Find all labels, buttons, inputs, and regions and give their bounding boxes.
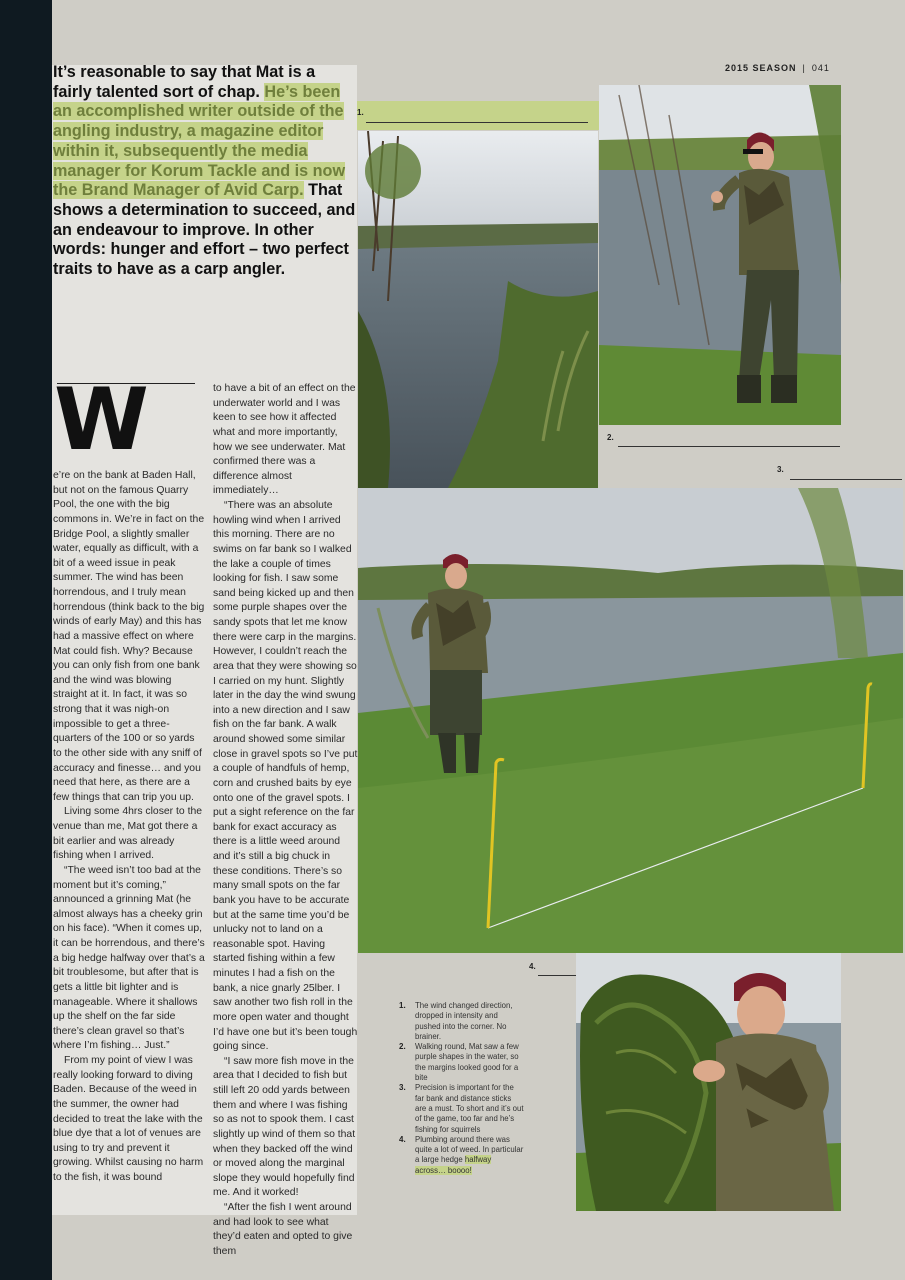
photo-rule-2: [618, 446, 840, 447]
page-spine: [0, 0, 52, 1280]
body-paragraph: “I saw more fish move in the area that I decided to fish but still left 20 odd yards between them and where I was fishing so as not to spook them. I cast slightly up wind of them so that when they backed off the wind or moved along the marginal slope they would hopefully find me. And it worked!: [213, 1055, 356, 1199]
caption-number: 4.: [399, 1134, 406, 1144]
caption-text: Walking round, Mat saw a few purple shapes in the water, so the margins looked good for a bite: [415, 1042, 519, 1083]
caption-number: 3.: [399, 1083, 406, 1093]
photo-rule-3: [790, 479, 902, 480]
body-paragraph: From my point of view I was really looking forward to diving Baden. Because of the weed in the summer, the owner had decided to treat the lake with the blue dye that a lot of venues are using to try and prevent it growing. Whilst causing no harm to the fish, it was bound: [53, 1055, 204, 1183]
caption-text: Precision is important for the far bank and distance sticks are a must. To short and it’s out of the game, too far and he’s fishing for squirrels: [415, 1083, 524, 1134]
page-folio: [725, 63, 830, 73]
photo-rule-4: [538, 975, 576, 976]
standfirst-part1: It’s reasonable to say that Mat is a fairly talented sort of chap.: [53, 63, 316, 101]
photo-distance-sticks: [358, 488, 903, 953]
body-paragraph: “There was an absolute howling wind when I arrived this morning. There are no swims on far bank so I walked the lake a couple of times looking for fish. I saw some sand being kicked up and then some purple shapes over the sandy spots that let me know there were carp in the margins. However, I couldn’t reach the area that they were showing so I carried on my hunt. Slightly later in the day the wind swung into a new direction and I saw fish on the far bank. A walk around showed some similar close in gravel spots so I’ve put a couple of handfuls of hemp, corn and crushed baits by eye onto one of the gravel spots. I put a sight reference on the far bank for exact accuracy as there is a little weed around and it’s still a big chuck in these conditions. There’s so many small spots on the far bank you have to be accurate but at the same time you’d be unlucky not to land on a reasonable spot. Having started fishing within a few minutes I had a fish on the bank, a nice gnarly 25lber. I saw another two fish roll in the more open water and thought I’d have one but it’s been tough going since.: [213, 500, 358, 1053]
caption-number: 1.: [399, 1001, 406, 1010]
photo-mat-with-weed: [576, 953, 841, 1211]
photo-label-1: 1.: [357, 108, 364, 117]
body-paragraph: Living some 4hrs closer to the venue than me, Mat got there a bit earlier and was already fishing when I arrived.: [53, 806, 203, 862]
folio-season: 2015 SEASON: [725, 63, 797, 73]
body-paragraph: to have a bit of an effect on the underwater world and I was keen to see how it affected what and more importantly, how we see underwater. Mat confirmed there was a difference almost immediately…: [213, 383, 356, 497]
caption-number: 2.: [399, 1042, 406, 1052]
caption-text: Plumbing around there was quite a lot of weed. In particular a large hedge: [415, 1134, 524, 1165]
standfirst: [53, 63, 358, 280]
photo-label-4: 4.: [529, 962, 536, 971]
photo-label-3: 3.: [777, 465, 784, 474]
body-paragraph: “The weed isn’t too bad at the moment but it’s coming,” announced a grinning Mat (he almost always has a cheeky grin on his face). “When it comes up, it can be horrendous, and there’s a big hedge halfway over that’s a bit troublesome, but after that is gets a little bit lighter and is manageable. Where it shallows up the shelf on the far side there’s clean gravel so that’s where I’m fishing… Just.”: [53, 864, 205, 1052]
body-paragraph: “After the fish I went around and had look to see what they’d eaten and opted to give them: [213, 1202, 353, 1257]
highlight-bar: [357, 101, 599, 130]
photo-lake-corner: [358, 131, 598, 488]
caption-1: [399, 1001, 524, 1042]
caption-text-highlight: halfway across… boooo!: [415, 1155, 492, 1175]
caption-text: The wind changed direction, dropped in intensity and pushed into the corner. No brainer.: [415, 1001, 513, 1041]
body-column-1: [53, 469, 206, 1186]
caption-3: [399, 1083, 524, 1134]
photo-captions: [399, 1001, 524, 1176]
folio-separator: |: [802, 63, 806, 73]
photo-mat-thumbs-up: [599, 85, 841, 425]
body-column-2: [213, 382, 358, 1260]
caption-2: [399, 1042, 524, 1083]
caption-4: [399, 1135, 524, 1176]
standfirst-part2: That shows a determination to succeed, and an endeavour to improve. In other words: hunger and effort – two perfect traits to have as a carp angler.: [53, 181, 356, 279]
photo-label-2: 2.: [607, 433, 614, 442]
drop-cap: W: [54, 370, 143, 470]
photo-rule-1: [366, 122, 588, 123]
body-paragraph: e’re on the bank at Baden Hall, but not on the famous Quarry Pool, the one with the big commons in. We’re in fact on the Bridge Pool, a slightly smaller water, equally as difficult, with a bit of a weed issue in peak summer. The wind has been horrendous, and I truly mean horrendous (think back to the big winds of early May) and this has had a massive effect on where Mat could fish. Why? Because you can only fish from one bank and the wind was blowing straight at it. In fact, it was so strong that it was nigh-on impossible to get a three-quarters of the 100 or so yards to the other side with any sniff of accuracy and finesse… and you need that here, as there are a few things that can trip you up.: [53, 470, 205, 803]
standfirst-highlight: He’s been an accomplished writer outside of the angling industry, a magazine editor within it, subsequently the media manager for Korum Tackle and is now the Brand Manager of Avid Carp.: [53, 82, 346, 200]
folio-page-number: 041: [811, 63, 830, 73]
